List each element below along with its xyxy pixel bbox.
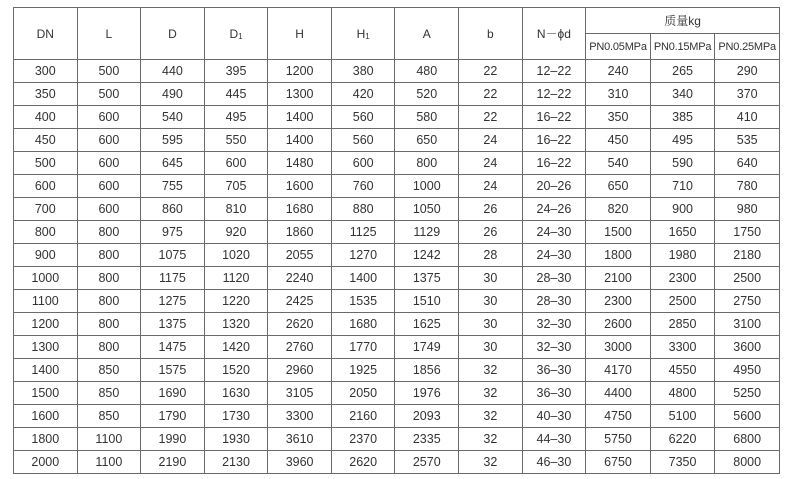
cell-d1: 705 <box>204 175 268 198</box>
cell-d1: 1930 <box>204 428 268 451</box>
cell-d1: 1220 <box>204 290 268 313</box>
table-row <box>14 336 780 359</box>
cell-mass-pn005: 2100 <box>586 267 651 290</box>
header-mass-pn015: PN0.15MPa <box>650 34 715 60</box>
cell-d1: 1420 <box>204 336 268 359</box>
cell-d1: 495 <box>204 106 268 129</box>
cell-d1: 395 <box>204 60 268 83</box>
cell-h: 3105 <box>268 382 332 405</box>
cell-mass-pn015: 900 <box>650 198 715 221</box>
cell-n-phi-d: 28–30 <box>522 290 586 313</box>
cell-d1: 1730 <box>204 405 268 428</box>
cell-l: 850 <box>77 405 141 428</box>
cell-mass-pn025: 2750 <box>715 290 780 313</box>
table-body <box>14 60 780 474</box>
cell-h1: 760 <box>331 175 395 198</box>
cell-mass-pn025: 3600 <box>715 336 780 359</box>
cell-dn: 1500 <box>14 382 78 405</box>
cell-n-phi-d: 46–30 <box>522 451 586 474</box>
cell-a: 1625 <box>395 313 459 336</box>
header-b: b <box>459 8 523 60</box>
cell-d: 860 <box>141 198 205 221</box>
table-row <box>14 60 780 83</box>
cell-dn: 1100 <box>14 290 78 313</box>
cell-a: 1375 <box>395 267 459 290</box>
cell-h: 1300 <box>268 83 332 106</box>
cell-h: 1400 <box>268 129 332 152</box>
cell-d: 1790 <box>141 405 205 428</box>
cell-mass-pn015: 265 <box>650 60 715 83</box>
cell-dn: 500 <box>14 152 78 175</box>
cell-mass-pn025: 780 <box>715 175 780 198</box>
cell-a: 800 <box>395 152 459 175</box>
cell-a: 1749 <box>395 336 459 359</box>
cell-h: 2960 <box>268 359 332 382</box>
cell-mass-pn025: 2500 <box>715 267 780 290</box>
cell-a: 1510 <box>395 290 459 313</box>
header-d1-base: D <box>229 26 239 41</box>
spec-table <box>13 7 780 474</box>
cell-l: 800 <box>77 221 141 244</box>
cell-d: 490 <box>141 83 205 106</box>
table-row <box>14 198 780 221</box>
table-header <box>14 8 780 60</box>
cell-n-phi-d: 36–30 <box>522 359 586 382</box>
cell-dn: 600 <box>14 175 78 198</box>
cell-d: 595 <box>141 129 205 152</box>
cell-mass-pn025: 410 <box>715 106 780 129</box>
cell-a: 650 <box>395 129 459 152</box>
cell-d1: 1320 <box>204 313 268 336</box>
table-row <box>14 129 780 152</box>
cell-dn: 700 <box>14 198 78 221</box>
cell-mass-pn005: 350 <box>586 106 651 129</box>
cell-mass-pn005: 6750 <box>586 451 651 474</box>
cell-a: 2335 <box>395 428 459 451</box>
cell-d1: 2130 <box>204 451 268 474</box>
cell-h: 1680 <box>268 198 332 221</box>
cell-a: 520 <box>395 83 459 106</box>
cell-mass-pn025: 370 <box>715 83 780 106</box>
cell-mass-pn025: 8000 <box>715 451 780 474</box>
cell-dn: 1400 <box>14 359 78 382</box>
header-h1 <box>331 8 395 60</box>
cell-l: 600 <box>77 175 141 198</box>
cell-h1: 1770 <box>331 336 395 359</box>
cell-dn: 2000 <box>14 451 78 474</box>
cell-b: 24 <box>459 175 523 198</box>
cell-h1: 2160 <box>331 405 395 428</box>
table-row <box>14 106 780 129</box>
cell-d1: 600 <box>204 152 268 175</box>
cell-l: 800 <box>77 244 141 267</box>
cell-mass-pn025: 6800 <box>715 428 780 451</box>
cell-h: 2620 <box>268 313 332 336</box>
cell-b: 28 <box>459 244 523 267</box>
cell-b: 22 <box>459 60 523 83</box>
cell-a: 2093 <box>395 405 459 428</box>
cell-h: 3960 <box>268 451 332 474</box>
cell-l: 850 <box>77 359 141 382</box>
cell-d1: 1020 <box>204 244 268 267</box>
cell-mass-pn005: 310 <box>586 83 651 106</box>
table-row <box>14 267 780 290</box>
cell-mass-pn015: 1980 <box>650 244 715 267</box>
cell-h1: 1270 <box>331 244 395 267</box>
cell-l: 850 <box>77 382 141 405</box>
cell-mass-pn025: 290 <box>715 60 780 83</box>
table-row <box>14 244 780 267</box>
table-row <box>14 152 780 175</box>
cell-mass-pn015: 6220 <box>650 428 715 451</box>
cell-b: 22 <box>459 83 523 106</box>
cell-mass-pn005: 2600 <box>586 313 651 336</box>
cell-l: 800 <box>77 267 141 290</box>
cell-b: 32 <box>459 382 523 405</box>
cell-n-phi-d: 36–30 <box>522 382 586 405</box>
cell-n-phi-d: 16–22 <box>522 152 586 175</box>
cell-h1: 1925 <box>331 359 395 382</box>
header-h: H <box>268 8 332 60</box>
cell-mass-pn025: 3100 <box>715 313 780 336</box>
cell-mass-pn005: 820 <box>586 198 651 221</box>
cell-n-phi-d: 12–22 <box>522 83 586 106</box>
cell-mass-pn025: 5250 <box>715 382 780 405</box>
header-d1-sub: 1 <box>238 31 243 41</box>
cell-mass-pn015: 5100 <box>650 405 715 428</box>
cell-n-phi-d: 28–30 <box>522 267 586 290</box>
cell-l: 600 <box>77 198 141 221</box>
cell-h1: 560 <box>331 129 395 152</box>
cell-mass-pn015: 710 <box>650 175 715 198</box>
cell-d1: 550 <box>204 129 268 152</box>
cell-mass-pn015: 590 <box>650 152 715 175</box>
cell-n-phi-d: 24–30 <box>522 244 586 267</box>
cell-l: 500 <box>77 60 141 83</box>
cell-mass-pn005: 5750 <box>586 428 651 451</box>
cell-d: 1075 <box>141 244 205 267</box>
cell-n-phi-d: 32–30 <box>522 313 586 336</box>
cell-h1: 560 <box>331 106 395 129</box>
cell-mass-pn005: 2300 <box>586 290 651 313</box>
cell-dn: 400 <box>14 106 78 129</box>
table-row <box>14 83 780 106</box>
cell-l: 800 <box>77 336 141 359</box>
table-row <box>14 313 780 336</box>
cell-mass-pn015: 7350 <box>650 451 715 474</box>
cell-d: 755 <box>141 175 205 198</box>
cell-mass-pn005: 650 <box>586 175 651 198</box>
cell-mass-pn005: 1500 <box>586 221 651 244</box>
cell-h: 1200 <box>268 60 332 83</box>
header-n-phi-d: N－ϕd <box>522 8 586 60</box>
cell-n-phi-d: 32–30 <box>522 336 586 359</box>
cell-b: 30 <box>459 313 523 336</box>
cell-b: 24 <box>459 129 523 152</box>
cell-mass-pn015: 4800 <box>650 382 715 405</box>
cell-d: 645 <box>141 152 205 175</box>
cell-mass-pn005: 1800 <box>586 244 651 267</box>
cell-l: 600 <box>77 106 141 129</box>
cell-n-phi-d: 40–30 <box>522 405 586 428</box>
cell-b: 32 <box>459 428 523 451</box>
cell-d: 975 <box>141 221 205 244</box>
cell-dn: 1800 <box>14 428 78 451</box>
cell-l: 500 <box>77 83 141 106</box>
cell-mass-pn025: 1750 <box>715 221 780 244</box>
cell-l: 600 <box>77 152 141 175</box>
cell-mass-pn015: 2500 <box>650 290 715 313</box>
cell-h1: 2050 <box>331 382 395 405</box>
cell-a: 1000 <box>395 175 459 198</box>
cell-h: 2055 <box>268 244 332 267</box>
cell-l: 1100 <box>77 451 141 474</box>
cell-mass-pn005: 450 <box>586 129 651 152</box>
cell-mass-pn015: 1650 <box>650 221 715 244</box>
header-a: A <box>395 8 459 60</box>
header-l: L <box>77 8 141 60</box>
table-row <box>14 221 780 244</box>
cell-d: 1375 <box>141 313 205 336</box>
header-mass: 质量kg <box>586 8 780 34</box>
table-row <box>14 175 780 198</box>
cell-mass-pn015: 2300 <box>650 267 715 290</box>
cell-a: 1050 <box>395 198 459 221</box>
cell-n-phi-d: 24–26 <box>522 198 586 221</box>
header-d: D <box>141 8 205 60</box>
cell-l: 600 <box>77 129 141 152</box>
cell-h1: 1535 <box>331 290 395 313</box>
cell-mass-pn025: 4950 <box>715 359 780 382</box>
cell-mass-pn005: 4750 <box>586 405 651 428</box>
cell-mass-pn015: 385 <box>650 106 715 129</box>
cell-n-phi-d: 16–22 <box>522 106 586 129</box>
cell-mass-pn015: 2850 <box>650 313 715 336</box>
cell-d1: 1630 <box>204 382 268 405</box>
cell-n-phi-d: 24–30 <box>522 221 586 244</box>
table-row <box>14 290 780 313</box>
cell-dn: 1600 <box>14 405 78 428</box>
cell-dn: 450 <box>14 129 78 152</box>
cell-a: 1242 <box>395 244 459 267</box>
cell-l: 1100 <box>77 428 141 451</box>
cell-mass-pn025: 535 <box>715 129 780 152</box>
header-mass-pn005: PN0.05MPa <box>586 34 651 60</box>
cell-b: 30 <box>459 290 523 313</box>
cell-h: 1600 <box>268 175 332 198</box>
cell-a: 580 <box>395 106 459 129</box>
cell-mass-pn005: 4170 <box>586 359 651 382</box>
table-row <box>14 428 780 451</box>
cell-dn: 350 <box>14 83 78 106</box>
cell-b: 32 <box>459 405 523 428</box>
cell-dn: 900 <box>14 244 78 267</box>
cell-mass-pn025: 640 <box>715 152 780 175</box>
cell-d: 1690 <box>141 382 205 405</box>
cell-a: 1976 <box>395 382 459 405</box>
cell-d: 1575 <box>141 359 205 382</box>
cell-h1: 600 <box>331 152 395 175</box>
cell-a: 480 <box>395 60 459 83</box>
cell-mass-pn015: 3300 <box>650 336 715 359</box>
cell-mass-pn025: 980 <box>715 198 780 221</box>
cell-b: 32 <box>459 451 523 474</box>
cell-a: 2570 <box>395 451 459 474</box>
cell-mass-pn025: 2180 <box>715 244 780 267</box>
cell-mass-pn015: 495 <box>650 129 715 152</box>
cell-h1: 1400 <box>331 267 395 290</box>
cell-h: 2425 <box>268 290 332 313</box>
cell-d: 440 <box>141 60 205 83</box>
cell-n-phi-d: 12–22 <box>522 60 586 83</box>
cell-n-phi-d: 44–30 <box>522 428 586 451</box>
cell-d: 1990 <box>141 428 205 451</box>
cell-b: 32 <box>459 359 523 382</box>
cell-h1: 420 <box>331 83 395 106</box>
header-h1-base: H <box>356 26 366 41</box>
header-mass-pn025: PN0.25MPa <box>715 34 780 60</box>
cell-h: 3300 <box>268 405 332 428</box>
cell-d1: 1120 <box>204 267 268 290</box>
cell-h: 1480 <box>268 152 332 175</box>
header-d1 <box>204 8 268 60</box>
cell-h1: 1125 <box>331 221 395 244</box>
header-h1-sub: 1 <box>365 31 370 41</box>
cell-dn: 1300 <box>14 336 78 359</box>
cell-mass-pn005: 4400 <box>586 382 651 405</box>
cell-h1: 880 <box>331 198 395 221</box>
cell-l: 800 <box>77 313 141 336</box>
cell-h1: 1680 <box>331 313 395 336</box>
cell-b: 30 <box>459 336 523 359</box>
cell-h1: 380 <box>331 60 395 83</box>
cell-mass-pn005: 3000 <box>586 336 651 359</box>
cell-l: 800 <box>77 290 141 313</box>
cell-d: 540 <box>141 106 205 129</box>
cell-d: 1175 <box>141 267 205 290</box>
cell-a: 1129 <box>395 221 459 244</box>
cell-h: 1400 <box>268 106 332 129</box>
cell-mass-pn005: 240 <box>586 60 651 83</box>
cell-d1: 920 <box>204 221 268 244</box>
cell-dn: 300 <box>14 60 78 83</box>
cell-h: 2760 <box>268 336 332 359</box>
table-row <box>14 359 780 382</box>
table-row <box>14 405 780 428</box>
cell-b: 22 <box>459 106 523 129</box>
cell-mass-pn015: 4550 <box>650 359 715 382</box>
cell-d: 1275 <box>141 290 205 313</box>
cell-mass-pn005: 540 <box>586 152 651 175</box>
cell-h1: 2620 <box>331 451 395 474</box>
cell-dn: 800 <box>14 221 78 244</box>
cell-dn: 1200 <box>14 313 78 336</box>
cell-d1: 1520 <box>204 359 268 382</box>
cell-b: 26 <box>459 221 523 244</box>
header-dn: DN <box>14 8 78 60</box>
cell-b: 24 <box>459 152 523 175</box>
cell-mass-pn015: 340 <box>650 83 715 106</box>
table-row <box>14 451 780 474</box>
cell-b: 26 <box>459 198 523 221</box>
cell-mass-pn025: 5600 <box>715 405 780 428</box>
cell-n-phi-d: 20–26 <box>522 175 586 198</box>
table-row <box>14 382 780 405</box>
cell-d1: 810 <box>204 198 268 221</box>
cell-h1: 2370 <box>331 428 395 451</box>
cell-d: 2190 <box>141 451 205 474</box>
cell-d: 1475 <box>141 336 205 359</box>
cell-d1: 445 <box>204 83 268 106</box>
cell-h: 1860 <box>268 221 332 244</box>
cell-a: 1856 <box>395 359 459 382</box>
cell-dn: 1000 <box>14 267 78 290</box>
cell-n-phi-d: 16–22 <box>522 129 586 152</box>
cell-b: 30 <box>459 267 523 290</box>
cell-h: 2240 <box>268 267 332 290</box>
cell-h: 3610 <box>268 428 332 451</box>
